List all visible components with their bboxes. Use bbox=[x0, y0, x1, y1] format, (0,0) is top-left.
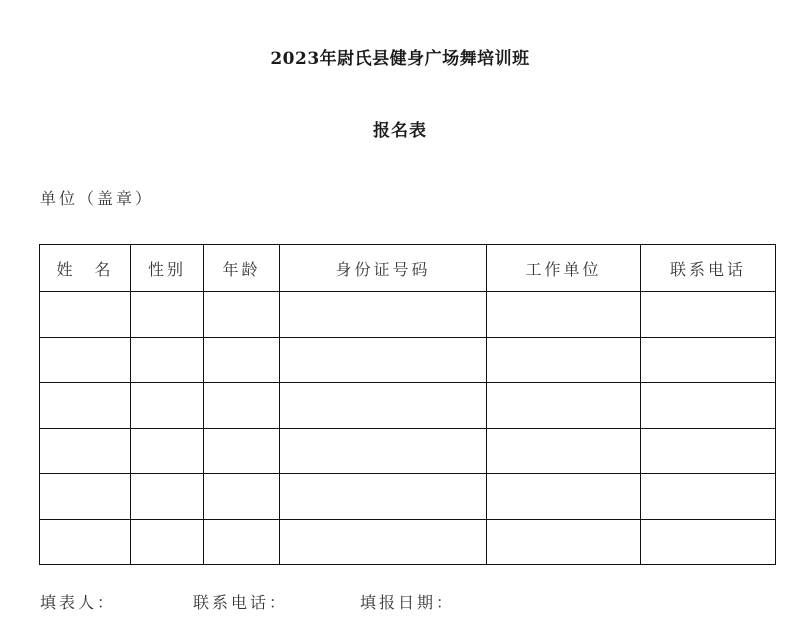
contact-phone-label: 联系电话： bbox=[193, 593, 289, 612]
cell-age[interactable] bbox=[204, 519, 280, 565]
cell-name[interactable] bbox=[40, 519, 131, 565]
cell-phone[interactable] bbox=[641, 519, 776, 565]
table-header-row bbox=[40, 245, 776, 292]
cell-gender[interactable] bbox=[131, 519, 204, 565]
table-row bbox=[40, 519, 776, 565]
cell-phone[interactable] bbox=[641, 292, 776, 338]
cell-name[interactable] bbox=[40, 428, 131, 474]
cell-id-number[interactable] bbox=[280, 292, 487, 338]
cell-age[interactable] bbox=[204, 428, 280, 474]
cell-phone[interactable] bbox=[641, 337, 776, 383]
cell-id-number[interactable] bbox=[280, 337, 487, 383]
cell-name[interactable] bbox=[40, 337, 131, 383]
fill-date-label: 填报日期： bbox=[360, 593, 456, 612]
cell-gender[interactable] bbox=[131, 292, 204, 338]
cell-gender[interactable] bbox=[131, 337, 204, 383]
unit-stamp-label: 单位（盖章） bbox=[40, 189, 155, 208]
cell-gender[interactable] bbox=[131, 474, 204, 520]
filler-label: 填表人： bbox=[40, 593, 117, 612]
header-age: 年龄 bbox=[204, 245, 280, 292]
table-row bbox=[40, 292, 776, 338]
document-subtitle: 报名表 bbox=[373, 121, 427, 141]
header-phone: 联系电话 bbox=[641, 245, 776, 292]
cell-phone[interactable] bbox=[641, 474, 776, 520]
registration-table bbox=[39, 244, 776, 565]
table-row bbox=[40, 383, 776, 429]
cell-work-unit[interactable] bbox=[487, 292, 641, 338]
document-title: 2023年尉氏县健身广场舞培训班 bbox=[270, 49, 530, 69]
header-id-number: 身份证号码 bbox=[280, 245, 487, 292]
cell-age[interactable] bbox=[204, 292, 280, 338]
cell-name[interactable] bbox=[40, 383, 131, 429]
cell-gender[interactable] bbox=[131, 383, 204, 429]
cell-name[interactable] bbox=[40, 292, 131, 338]
cell-age[interactable] bbox=[204, 383, 280, 429]
cell-work-unit[interactable] bbox=[487, 474, 641, 520]
cell-name[interactable] bbox=[40, 474, 131, 520]
cell-phone[interactable] bbox=[641, 383, 776, 429]
cell-age[interactable] bbox=[204, 474, 280, 520]
cell-work-unit[interactable] bbox=[487, 519, 641, 565]
header-gender: 性别 bbox=[131, 245, 204, 292]
cell-id-number[interactable] bbox=[280, 428, 487, 474]
cell-work-unit[interactable] bbox=[487, 383, 641, 429]
header-work-unit: 工作单位 bbox=[487, 245, 641, 292]
cell-work-unit[interactable] bbox=[487, 428, 641, 474]
table-row bbox=[40, 337, 776, 383]
cell-id-number[interactable] bbox=[280, 519, 487, 565]
cell-id-number[interactable] bbox=[280, 474, 487, 520]
cell-id-number[interactable] bbox=[280, 383, 487, 429]
cell-age[interactable] bbox=[204, 337, 280, 383]
table-row bbox=[40, 428, 776, 474]
cell-gender[interactable] bbox=[131, 428, 204, 474]
table-row bbox=[40, 474, 776, 520]
cell-work-unit[interactable] bbox=[487, 337, 641, 383]
header-name: 姓 名 bbox=[40, 245, 131, 292]
cell-phone[interactable] bbox=[641, 428, 776, 474]
